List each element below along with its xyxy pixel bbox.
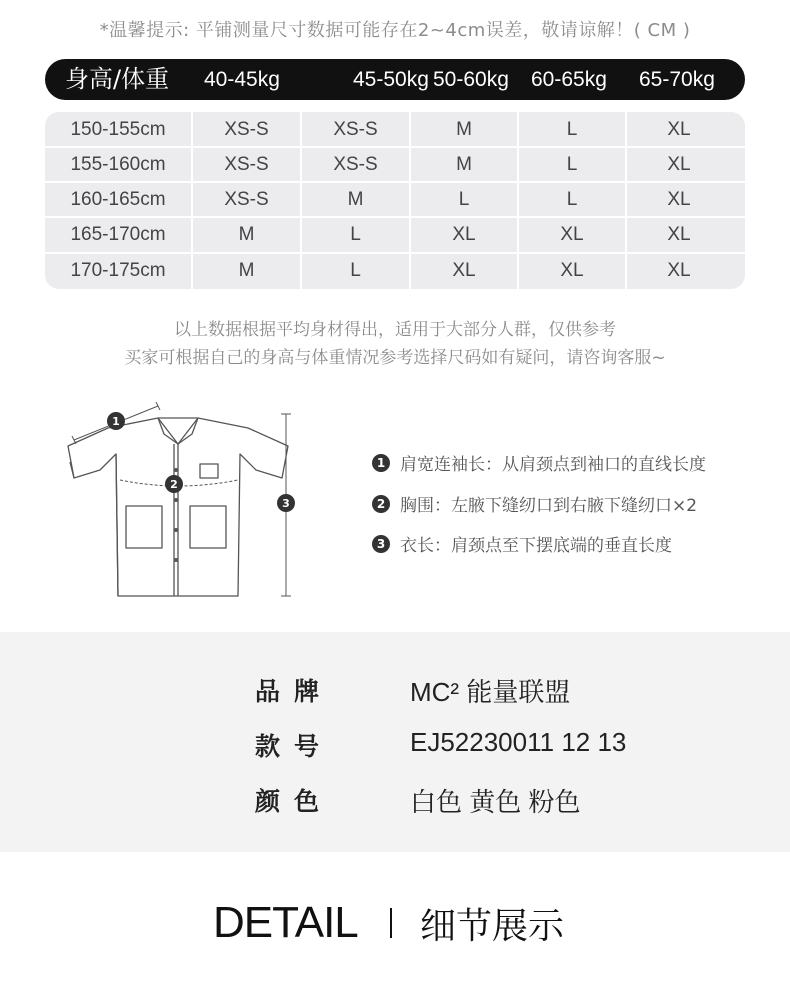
color-label: 颜色 [255, 787, 334, 816]
height-cell: 155-160cm [70, 154, 166, 175]
weight-header: 50-60kg [433, 68, 509, 91]
size-cell: XL [560, 260, 584, 281]
marker-3-icon [277, 494, 295, 512]
marker-1-icon [107, 412, 125, 430]
size-note: 以上数据根据平均身材得出，适用于大部分人群，仅供参考 [174, 320, 616, 340]
brand-label: 品牌 [255, 677, 334, 706]
table-row [45, 147, 745, 182]
size-chart-header [45, 59, 745, 100]
svg-text:3: 3 [282, 497, 290, 510]
svg-text:1: 1 [112, 415, 120, 428]
weight-header: 40-45kg [204, 68, 280, 91]
size-cell: XS-S [224, 189, 269, 210]
table-row [45, 112, 745, 147]
size-table [45, 112, 745, 289]
legend-text: 衣长：肩颈点至下摆底端的垂直长度 [400, 536, 672, 556]
size-cell: XL [667, 189, 691, 210]
legend-text: 肩宽连袖长：从肩颈点到袖口的直线长度 [400, 455, 706, 475]
size-cell: L [350, 260, 361, 281]
size-cell: L [566, 154, 578, 175]
legend-text: 胸围：左腋下缝纫口到右腋下缝纫口×2 [400, 496, 698, 516]
table-row [45, 217, 745, 252]
color-value: 白色 黄色 粉色 [410, 787, 581, 817]
size-cell: XS-S [224, 154, 269, 175]
weight-header: 65-70kg [639, 68, 715, 91]
height-cell: 160-165cm [70, 189, 166, 210]
detail-title-en: DETAIL [213, 898, 358, 947]
measure-legend-item [372, 531, 672, 556]
size-cell: XL [560, 224, 584, 245]
measure-legend-item [372, 450, 706, 475]
title-divider [390, 908, 392, 938]
size-cell: XL [667, 119, 691, 140]
weight-header: 60-65kg [531, 68, 607, 91]
size-cell: L [458, 189, 470, 210]
size-cell: XL [452, 224, 476, 245]
size-cell: XL [667, 224, 691, 245]
table-row [45, 182, 745, 217]
model-value: EJ52230011 12 13 [410, 727, 627, 757]
marker-2-icon [165, 475, 183, 493]
garment-measure-diagram [60, 400, 310, 605]
product-info-panel [0, 632, 790, 852]
size-cell: M [238, 260, 255, 281]
table-row [45, 253, 745, 288]
size-cell: XS-S [224, 119, 269, 140]
size-cell: XL [452, 260, 476, 281]
marker-3-icon: 3 [372, 535, 390, 553]
header-title: 身高/体重 [65, 65, 170, 93]
size-cell: L [566, 189, 578, 210]
size-cell: M [238, 224, 255, 245]
size-cell: XS-S [333, 154, 378, 175]
model-label: 款号 [255, 732, 334, 761]
size-cell: XL [667, 260, 691, 281]
size-notice: *温馨提示: 平铺测量尺寸数据可能存在2~4cm误差，敬请谅解！( CM ) [99, 20, 691, 41]
measure-legend-item [372, 491, 697, 516]
size-cell: M [456, 154, 472, 175]
marker-1-icon: 1 [372, 454, 390, 472]
size-cell: L [566, 119, 578, 140]
brand-value: MC² 能量联盟 [410, 677, 571, 707]
size-cell: XL [667, 154, 691, 175]
height-cell: 150-155cm [70, 119, 166, 140]
height-cell: 165-170cm [70, 224, 166, 245]
marker-2-icon: 2 [372, 495, 390, 513]
weight-header: 45-50kg [353, 68, 429, 91]
size-note: 买家可根据自己的身高与体重情况参考选择尺码如有疑问，请咨询客服~ [124, 348, 666, 368]
height-cell: 170-175cm [70, 260, 166, 281]
svg-text:2: 2 [170, 478, 178, 491]
size-cell: XS-S [333, 119, 378, 140]
detail-title-cn: 细节展示 [420, 906, 565, 947]
size-cell: L [350, 224, 361, 245]
size-cell: M [347, 189, 364, 210]
size-cell: M [456, 119, 472, 140]
